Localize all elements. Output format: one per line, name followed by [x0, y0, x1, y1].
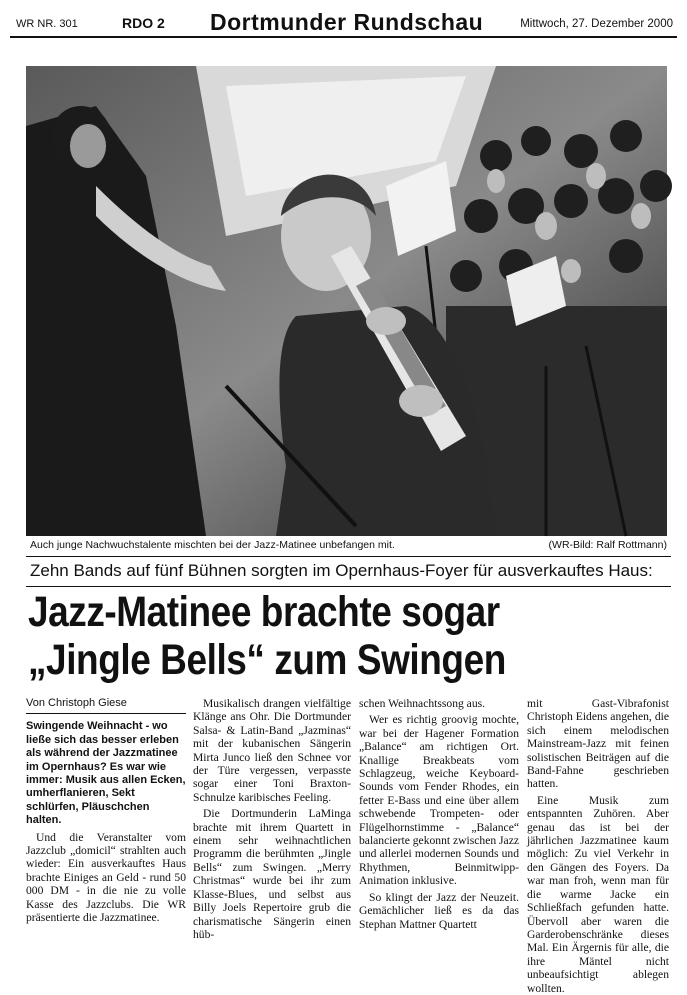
paragraph: So klingt der Jazz der Neuzeit. Gemächlicher ließ es da das Stephan Mattner Quartett — [359, 890, 519, 931]
photo-caption-row — [26, 538, 667, 554]
paragraph: Musikalisch drangen vielfältige Klänge ans Ohr. Die Dortmunder Salsa- & Latin-Band „Jazminas“ mit der kubanischen Sängerin Mirta Junco ließ den Schnee vor der Türe vergessen, verpasste sogar einer Toni Braxton-Schnulze karibisches Feeling. — [193, 697, 351, 804]
paragraph: mit Gast-Vibrafonist Christoph Eidens angehen, die sich einem melodischen Mainstream-Jazz mit feinen solistischen Beiträgen auf die Band-Fahne geschrieben hatten. — [527, 697, 669, 791]
article-photo — [26, 66, 667, 536]
newspaper-title: Dortmunder Rundschau — [210, 9, 484, 35]
paragraph: Und die Veranstalter vom Jazzclub „domicil“ strahlten auch wieder: Ein ausverkauftes Haus brachte Einiges an Geld - rund 50 000 DM - in die nie zu volle Kasse des Jazzclubs. Die WR präsentierte die Jazzmatinee. — [26, 830, 186, 925]
article-subheadline: Zehn Bands auf fünf Bühnen sorgten im Opernhaus-Foyer für ausverkauftes Haus: — [26, 556, 671, 587]
paragraph: Eine Musik zum entspannten Zuhören. Aber genau das ist bei der jährlichen Jazzmatinee kaum möglich: Zu viel Verkehr in den Gängen des Foyers. Da war man froh, wenn man für die warme Jacke ein Schließfach gefunden hatte. Übervoll aber waren die Garderobenschränke dieses Mal. Ein Ärgernis für alle, die ihre Mäntel nicht unbeaufsichtigt ablegen wollten. — [527, 793, 669, 995]
headline-line-2: „Jingle Bells“ zum Swingen — [28, 636, 506, 684]
photo-caption: Auch junge Nachwuchstalente mischten bei der Jazz-Matinee unbefangen mit. — [30, 539, 395, 551]
byline: Von Christoph Giese — [26, 697, 186, 714]
article-column-3 — [359, 697, 519, 955]
photo-credit: (WR-Bild: Ralf Rottmann) — [548, 539, 667, 551]
article-column-1 — [26, 697, 186, 955]
photo-illustration — [26, 66, 667, 536]
issue-number: WR NR. 301 — [16, 18, 78, 30]
masthead — [10, 8, 677, 38]
article-headline — [28, 588, 578, 684]
paragraph: schen Weihnachtssong aus. — [359, 697, 486, 710]
paragraph: Die Dortmunderin LaMinga brachte mit ihrem Quartett in einem sehr weihnachtlichen Programm die berühmten „Jingle Bells“ zum Swingen. „Merry Christmas“ wurde bei ihr zum Klasse-Blues, und selbst aus Billy Joels Repertoire grub die charismatische Sängerin einen hüb- — [193, 807, 351, 941]
paragraph: Wer es richtig groovig mochte, war bei der Hagener Formation „Balance“ am richtigen Ort. Knallige Breakbeats vom Schlagzeug, weiche Keyboard-Sounds vom Fender Rhodes, ein fetter E-Bass und eine über allem schwebende Trompeten- oder Flügelhornstimme - „Balance“ balancierte gekonnt zwischen Jazz und allerlei modernen Sounds und Rhythmen, Beinmitwipp-Animation inklusive. — [359, 713, 519, 888]
publication-date: Mittwoch, 27. Dezember 2000 — [520, 18, 673, 30]
article-column-2 — [193, 697, 351, 955]
article-lead: Swingende Weihnacht - wo ließe sich das besser erleben als während der Jazzmatinee im Opernhaus? Es war wie immer: Musik aus allen Ecken, umherflanieren, Sekt schlürfen, Pläuschchen halten. — [26, 720, 186, 827]
article-column-4 — [527, 697, 669, 995]
headline-line-1: Jazz-Matinee brachte sogar — [28, 588, 500, 636]
edition-code: RDO 2 — [122, 15, 165, 31]
